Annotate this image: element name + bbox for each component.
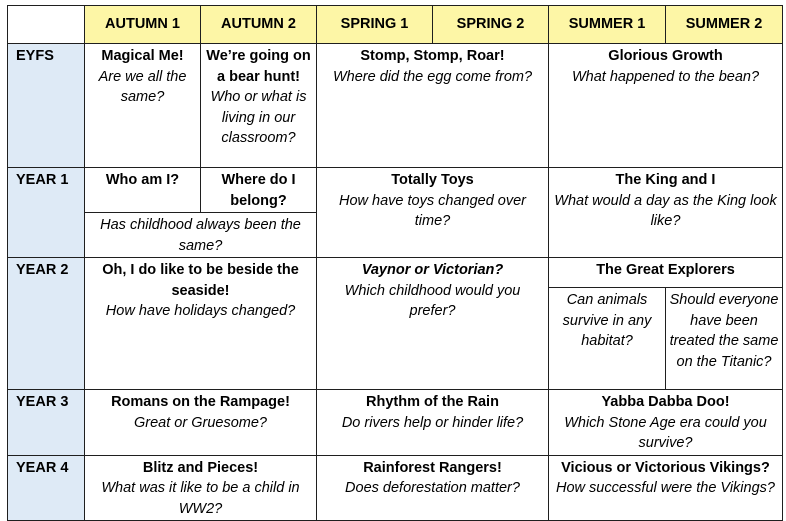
header-autumn-2: AUTUMN 2 <box>201 6 317 44</box>
topic-title: Magical Me! <box>101 48 184 64</box>
header-row <box>8 6 783 44</box>
topic-cell <box>549 258 783 288</box>
topic-cell <box>549 288 666 390</box>
topic-question: Are we all the same? <box>98 68 187 105</box>
topic-title: Vicious or Victorious Vikings? <box>561 459 770 476</box>
topic-question: Should everyone have been treated the same on the Titanic? <box>669 292 779 370</box>
topic-cell <box>549 44 783 168</box>
header-spring-1: SPRING 1 <box>317 6 433 44</box>
topic-question: What would a day as the King look like? <box>554 192 777 229</box>
topic-title: Where do I belong? <box>221 172 296 209</box>
topic-title: Totally Toys <box>391 172 474 188</box>
topic-question: Do rivers help or hinder life? <box>341 414 524 431</box>
topic-title: Blitz and Pieces! <box>142 459 259 476</box>
topic-question: How have toys changed over time? <box>339 192 526 229</box>
topic-cell <box>317 44 549 168</box>
topic-title: Rhythm of the Rain <box>366 394 499 410</box>
topic-cell <box>317 168 549 258</box>
topic-title: Yabba Dabba Doo! <box>601 394 730 410</box>
topic-question: Great or Gruesome? <box>134 414 267 431</box>
year-label: YEAR 2 <box>8 258 85 390</box>
topic-question: Which Stone Age era could you survive? <box>564 414 767 451</box>
topic-cell <box>201 168 317 213</box>
topic-question: Does deforestation matter? <box>345 480 520 496</box>
header-autumn-1: AUTUMN 1 <box>85 6 201 44</box>
topic-cell <box>201 44 317 168</box>
topic-cell <box>317 390 549 456</box>
topic-title: Vaynor or Victorian? <box>361 262 504 278</box>
topic-cell <box>317 455 549 521</box>
header-spring-2: SPRING 2 <box>433 6 549 44</box>
header-summer-1: SUMMER 1 <box>549 6 666 44</box>
topic-cell <box>85 390 317 456</box>
topic-title: The King and I <box>615 172 716 188</box>
topic-cell <box>85 455 317 521</box>
topic-title: We’re going on a bear hunt! <box>206 48 311 85</box>
topic-cell <box>666 288 783 390</box>
topic-title: The Great Explorers <box>596 262 735 278</box>
topic-question: Has childhood always been the same? <box>100 217 301 254</box>
topic-cell <box>85 213 317 258</box>
curriculum-table <box>7 5 783 521</box>
year-label: YEAR 4 <box>8 455 85 521</box>
topic-cell <box>549 168 783 258</box>
topic-question: Can animals survive in any habitat? <box>562 292 652 349</box>
row-eyfs <box>8 44 783 168</box>
row-year-4 <box>8 455 783 521</box>
year-label: YEAR 3 <box>8 390 85 456</box>
corner-cell <box>8 6 85 44</box>
topic-title: Romans on the Rampage! <box>111 394 290 410</box>
topic-question: What was it like to be a child in WW2? <box>101 480 300 517</box>
topic-cell <box>85 44 201 168</box>
topic-question: Which childhood would you prefer? <box>344 282 521 319</box>
row-year-3 <box>8 390 783 456</box>
topic-cell <box>549 390 783 456</box>
topic-cell <box>85 168 201 213</box>
year-label: EYFS <box>8 44 85 168</box>
topic-question: How successful were the Vikings? <box>556 480 775 496</box>
topic-cell <box>549 455 783 521</box>
year-label: YEAR 1 <box>8 168 85 258</box>
topic-question: What happened to the bean? <box>571 68 760 85</box>
topic-title: Rainforest Rangers! <box>363 459 502 476</box>
topic-title: Stomp, Stomp, Roar! <box>360 48 505 64</box>
topic-question: Where did the egg come from? <box>332 68 533 85</box>
row-year-1 <box>8 168 783 213</box>
topic-title: Glorious Growth <box>608 48 723 64</box>
header-summer-2: SUMMER 2 <box>666 6 783 44</box>
topic-title: Oh, I do like to be beside the seaside! <box>102 262 299 299</box>
topic-question: How have holidays changed? <box>105 303 296 319</box>
topic-cell <box>317 258 549 390</box>
topic-question: Who or what is living in our classroom? <box>210 89 307 146</box>
row-year-2 <box>8 258 783 288</box>
topic-title: Who am I? <box>105 172 180 188</box>
topic-cell <box>85 258 317 390</box>
